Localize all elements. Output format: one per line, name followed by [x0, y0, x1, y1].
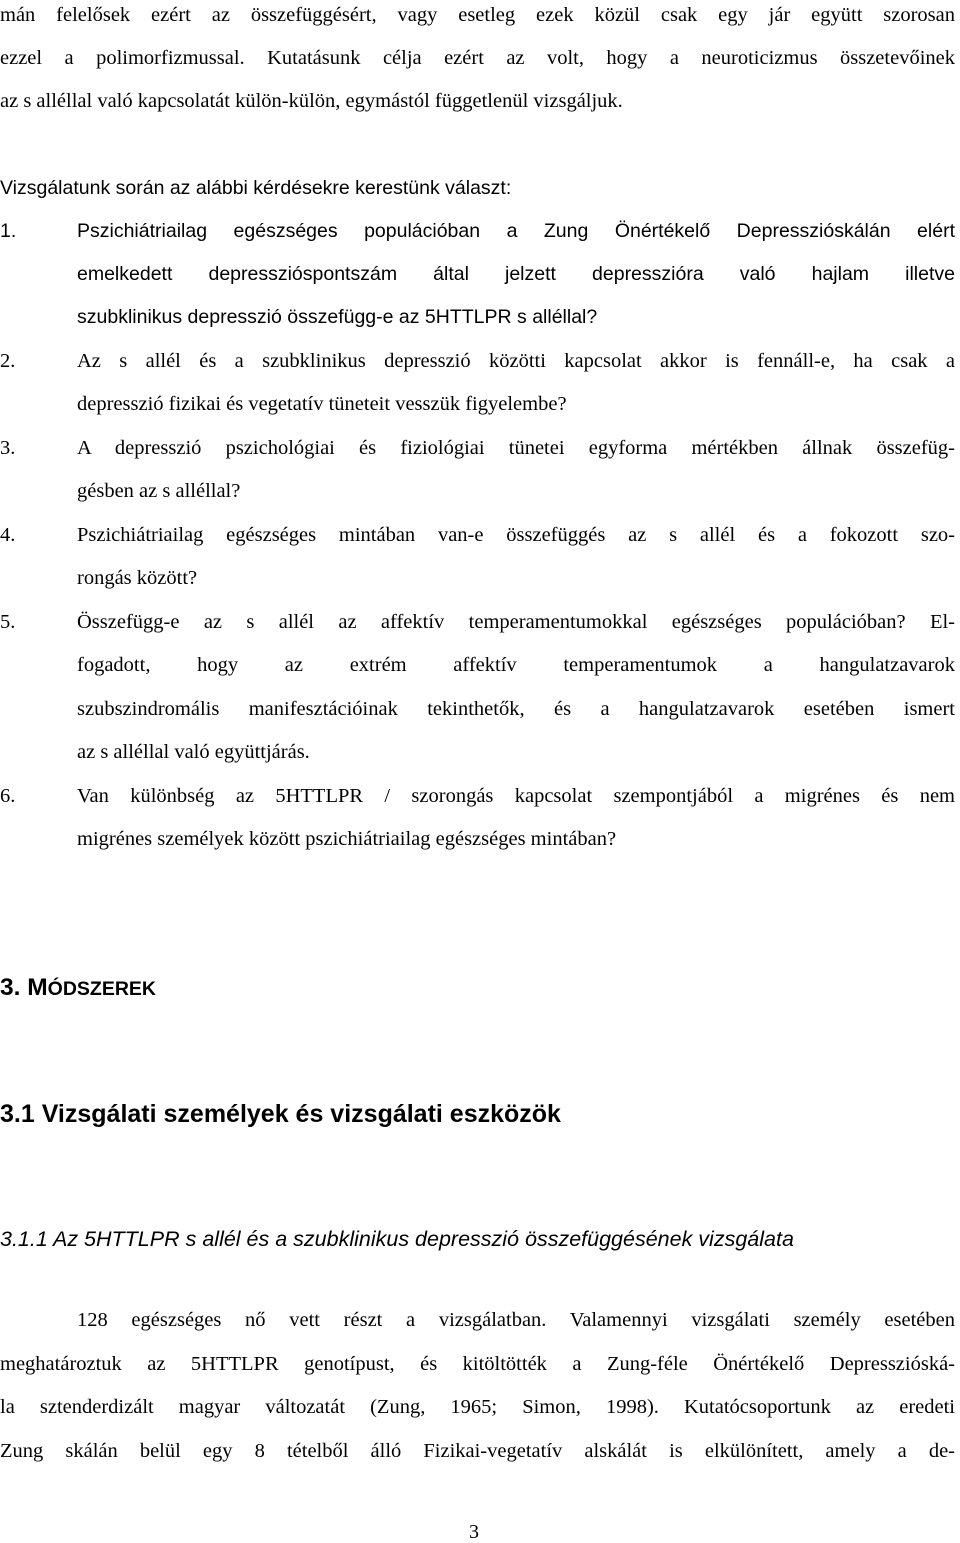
text-line: Az s allél és a szubklinikus depresszió közötti kapcsolat akkor is fennáll-e, ha csak a: [77, 350, 955, 372]
list-item-number: 4.: [0, 524, 16, 546]
list-item-number: 6.: [0, 785, 16, 807]
list-item-number: 3.: [0, 437, 16, 459]
text-line: az s alléllal való kapcsolatát külön-külön, egymástól függetlenül vizsgáljuk.: [0, 90, 623, 112]
text-line: ezzel a polimorfizmussal. Kutatásunk célja ezért az volt, hogy a neuroticizmus összetevőinek: [0, 47, 955, 69]
page-number: 3: [469, 1521, 479, 1543]
text-line: Pszichiátriailag egészséges mintában van-e összefüggés az s allél és a fokozott szo-: [77, 524, 955, 546]
list-item-number: 2.: [0, 350, 16, 372]
section-prefix: 3.: [0, 974, 28, 1001]
list-item-number: 1.: [0, 220, 17, 242]
text-line: Zung skálán belül egy 8 tételből álló Fizikai-vegetatív alskálát is elkülönített, amely a de-: [0, 1440, 955, 1462]
text-line: gésben az s alléllal?: [77, 480, 241, 502]
list-item-number: 5.: [0, 611, 16, 633]
text-line: A depresszió pszichológiai és fiziológiai tünetei egyforma mértékben állnak összefüg-: [77, 437, 955, 459]
text-line: migrénes személyek között pszichiátriailag egészséges mintában?: [77, 828, 617, 850]
text-line: Pszichiátriailag egészséges populációban a Zung Önértékelő Depresszióskálán elért: [77, 220, 955, 242]
section-rest: ÓDSZEREK: [47, 978, 157, 1000]
text-line: 128 egészséges nő vett részt a vizsgálatban. Valamennyi vizsgálati személy esetében: [77, 1309, 955, 1331]
questions-intro: Vizsgálatunk során az alábbi kérdésekre kerestünk választ:: [0, 177, 512, 199]
subsection-heading: 3.1 Vizsgálati személyek és vizsgálati eszközök: [0, 1100, 561, 1128]
text-line: rongás között?: [77, 567, 198, 589]
text-line: emelkedett depresszióspontszám által jelzett depresszióra való hajlam illetve: [77, 263, 955, 285]
text-line: szubszindromális manifesztációinak tekinthetők, és a hangulatzavarok esetében ismert: [77, 698, 955, 720]
section-heading: [0, 973, 156, 1004]
text-line: mán felelősek ezért az összefüggésért, vagy esetleg ezek közül csak egy jár együtt szorosan: [0, 4, 955, 26]
subsubsection-heading: 3.1.1 Az 5HTTLPR s allél és a szubklinikus depresszió összefüggésének vizsgálata: [0, 1227, 794, 1251]
text-line: la sztenderdizált magyar változatát (Zung, 1965; Simon, 1998). Kutatócsoportunk az eredeti: [0, 1396, 955, 1418]
text-line: depresszió fizikai és vegetatív tüneteit vesszük figyelembe?: [77, 393, 567, 415]
text-line: Van különbség az 5HTTLPR / szorongás kapcsolat szempontjából a migrénes és nem: [77, 785, 955, 807]
text-line: Összefügg-e az s allél az affektív temperamentumokkal egészséges populációban? El-: [77, 611, 955, 633]
text-line: fogadott, hogy az extrém affektív temperamentumok a hangulatzavarok: [77, 654, 955, 676]
text-line: az s alléllal való együttjárás.: [77, 741, 310, 763]
text-line: meghatároztuk az 5HTTLPR genotípust, és kitöltötték a Zung-féle Önértékelő Depresszióská-: [0, 1353, 955, 1375]
text-line: szubklinikus depresszió összefügg-e az 5HTTLPR s alléllal?: [77, 306, 598, 328]
section-first-letter: M: [27, 974, 48, 1001]
